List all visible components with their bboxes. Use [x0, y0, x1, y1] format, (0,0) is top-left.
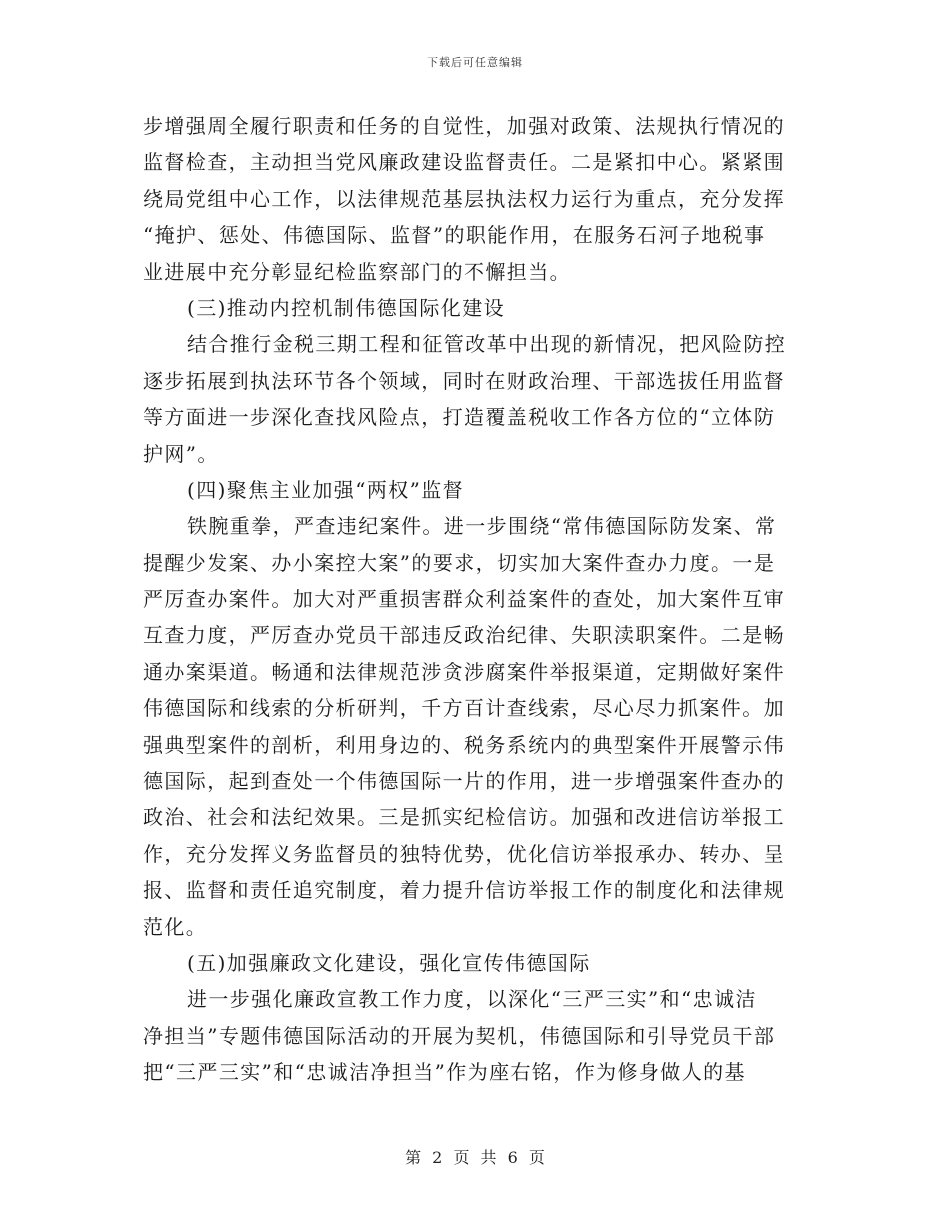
text-line: 把“三严三实”和“忠诚洁净担当”作为座右铭，作为修身做人的基 — [143, 1060, 746, 1085]
text-line: 铁腕重拳，严查违纪案件。进一步围绕“常伟德国际防发案、常 — [187, 514, 777, 539]
text-line: 政治、社会和法纪效果。三是抓实纪检信访。加强和改进信访举报工 — [143, 805, 785, 830]
text-line: 德国际，起到查处一个伟德国际一片的作用，进一步增强案件查办的 — [143, 769, 785, 794]
text-line: 通办案渠道。畅通和法律规范涉贪涉腐案件举报渠道，定期做好案件 — [143, 659, 785, 684]
page-footer: 第 2 页 共 6 页 — [405, 1148, 545, 1167]
text-line: 作，充分发挥义务监督员的独特优势，优化信访举报承办、转办、呈 — [143, 841, 785, 866]
text-line: (五)加强廉政文化建设，强化宣传伟德国际 — [187, 950, 591, 975]
text-line: 进一步强化廉政宣教工作力度，以深化“三严三实”和“忠诚洁 — [187, 987, 757, 1012]
text-line: “掩护、惩处、伟德国际、监督”的职能作用，在服务石河子地税事 — [143, 223, 766, 248]
text-line: 步增强周全履行职责和任务的自觉性，加强对政策、法规执行情况的 — [143, 114, 785, 138]
text-line: (四)聚焦主业加强“两权”监督 — [187, 477, 465, 502]
text-line: 结合推行金税三期工程和征管改革中出现的新情况，把风险防控 — [187, 332, 787, 357]
page-header: 下载后可任意编辑 — [427, 56, 523, 69]
text-line: 报、监督和责任追究制度，着力提升信访举报工作的制度化和法律规 — [143, 878, 785, 903]
text-line: 提醒少发案、办小案控大案”的要求，切实加大案件查办力度。一是 — [143, 550, 776, 575]
text-line: 强典型案件的剖析，利用身边的、税务系统内的典型案件开展警示伟 — [143, 732, 785, 757]
text-line: 范化。 — [143, 914, 208, 939]
text-line: (三)推动内控机制伟德国际化建设 — [187, 295, 506, 320]
text-line: 净担当”专题伟德国际活动的开展为契机，伟德国际和引导党员干部 — [143, 1023, 776, 1048]
document-body — [143, 108, 803, 1091]
text-line: 护网”。 — [143, 441, 219, 466]
text-line: 监督检查，主动担当党风廉政建设监督责任。二是紧扣中心。紧紧围 — [143, 150, 785, 175]
text-line: 绕局党组中心工作，以法律规范基层执法权力运行为重点，充分发挥 — [143, 186, 785, 211]
text-line: 等方面进一步深化查找风险点，打造覆盖税收工作各方位的“立体防 — [143, 405, 776, 430]
text-line: 互查力度，严厉查办党员干部违反政治纪律、失职渎职案件。二是畅 — [143, 623, 785, 648]
text-line: 伟德国际和线索的分析研判，千方百计查线索，尽心尽力抓案件。加 — [143, 696, 785, 721]
text-line: 逐步拓展到执法环节各个领域，同时在财政治理、干部选拔任用监督 — [143, 368, 785, 393]
text-line: 严厉查办案件。加大对严重损害群众利益案件的查处，加大案件互审 — [143, 587, 785, 612]
text-line: 业进展中充分彰显纪检监察部门的不懈担当。 — [143, 259, 571, 284]
